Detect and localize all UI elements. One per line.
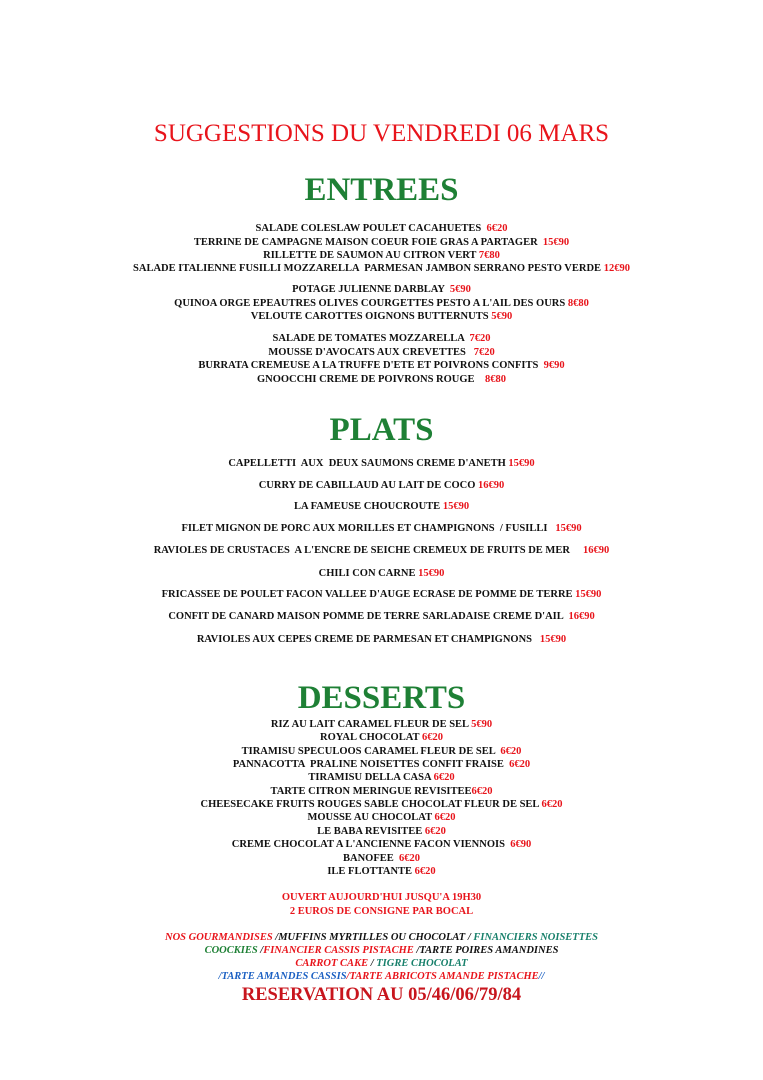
entrees-item	[0, 332, 763, 345]
item-name: PANNACOTTA PRALINE NOISETTES CONFIT FRAISE	[232, 759, 510, 770]
entrees-item	[0, 236, 763, 249]
gourmandises-title: NOS GOURMANDISES	[165, 932, 276, 943]
item-price: 16€90	[478, 480, 505, 491]
plats-item	[0, 567, 763, 580]
plats-item	[0, 479, 763, 492]
item-name: SALADE ITALIENNE FUSILLI MOZZARELLA PARMESAN JAMBON SERRANO PESTO VERDE	[133, 263, 604, 274]
gourmandises-line-3	[0, 957, 763, 970]
item-name: CURRY DE CABILLAUD AU LAIT DE COCO	[258, 480, 479, 491]
desserts-item	[0, 838, 763, 851]
item-price: 15€90	[575, 589, 602, 600]
item-price: 7€20	[469, 333, 491, 344]
entrees-item	[0, 373, 763, 386]
item-price: 15€90	[555, 523, 582, 534]
item-price: 6€20	[509, 759, 531, 770]
item-price: 5€90	[471, 719, 493, 730]
item-price: 6€20	[414, 866, 436, 877]
plats-item	[0, 610, 763, 623]
gourmandises-text: /	[218, 971, 222, 982]
reservation-phone: RESERVATION AU 05/46/06/79/84	[241, 985, 522, 1005]
item-name: BURRATA CREMEUSE A LA TRUFFE D'ETE ET POIVRONS CONFITS	[198, 360, 544, 371]
gourmandises-text: TIGRE CHOCOLAT	[376, 958, 468, 969]
desserts-item	[0, 852, 763, 865]
item-price: 6€20	[486, 223, 508, 234]
item-price: 6€20	[421, 732, 443, 743]
entrees-item	[0, 249, 763, 262]
item-price: 6€20	[434, 812, 456, 823]
item-name: CREME CHOCOLAT A L'ANCIENNE FACON VIENNOIS	[231, 839, 511, 850]
gourmandises-text: /MUFFINS MYRTILLES OU CHOCOLAT /	[275, 932, 474, 943]
gourmandises-text: FINANCIERS NOISETTES	[473, 932, 598, 943]
item-price: 15€90	[418, 568, 445, 579]
desserts-heading: DESSERTS	[297, 680, 466, 716]
item-price: 9€90	[543, 360, 565, 371]
entrees-item	[0, 283, 763, 296]
plats-heading: PLATS	[329, 412, 434, 448]
item-name: CONFIT DE CANARD MAISON POMME DE TERRE SARLADAISE CREME D'AIL	[168, 611, 569, 622]
entrees-item	[0, 222, 763, 235]
item-price: 15€90	[442, 501, 470, 512]
item-name: CAPELLETTI AUX DEUX SAUMONS CREME D'ANETH	[228, 458, 509, 469]
plats-item	[0, 522, 763, 535]
item-name: CHILI CON CARNE	[318, 568, 419, 579]
item-name: TARTE CITRON MERINGUE REVISITEE	[270, 786, 472, 797]
page-title: SUGGESTIONS DU VENDREDI 06 MARS	[153, 120, 610, 147]
item-name: GNOOCCHI CREME DE POIVRONS ROUGE	[256, 374, 486, 385]
gourmandises-text: /	[346, 971, 350, 982]
gourmandises-line-2	[0, 944, 763, 957]
desserts-item	[0, 718, 763, 731]
opening-hours: OUVERT AUJOURD'HUI JUSQU'A 19H30	[281, 892, 482, 903]
deposit-note: 2 EUROS DE CONSIGNE PAR BOCAL	[289, 906, 474, 917]
item-price: 5€90	[491, 311, 513, 322]
item-name: TIRAMISU DELLA CASA	[308, 772, 434, 783]
plats-item	[0, 544, 763, 557]
item-price: 5€90	[449, 284, 471, 295]
item-name: RAVIOLES AUX CEPES CREME DE PARMESAN ET CHAMPIGNONS	[196, 634, 540, 645]
item-name: QUINOA ORGE EPEAUTRES OLIVES COURGETTES PESTO A L'AIL DES OURS	[174, 298, 568, 309]
gourmandises-text: CARROT CAKE	[295, 958, 371, 969]
item-name: FILET MIGNON DE PORC AUX MORILLES ET CHAMPIGNONS / FUSILLI	[181, 523, 556, 534]
gourmandises-line-1	[0, 931, 763, 944]
item-price: 6€20	[471, 786, 493, 797]
item-name: LA FAMEUSE CHOUCROUTE	[293, 501, 443, 512]
plats-item	[0, 457, 763, 470]
gourmandises-text: TARTE AMANDES CASSIS	[221, 971, 347, 982]
gourmandises-text: FINANCIER CASSIS PISTACHE	[263, 945, 417, 956]
gourmandises-text: COOCKIES	[204, 945, 261, 956]
desserts-item	[0, 798, 763, 811]
item-name: MOUSSE AU CHOCOLAT	[307, 812, 435, 823]
item-price: 12€90	[603, 263, 630, 274]
desserts-item	[0, 811, 763, 824]
entrees-item	[0, 346, 763, 359]
plats-item	[0, 500, 763, 513]
item-name: SALADE DE TOMATES MOZZARELLA	[272, 333, 470, 344]
item-price: 8€80	[485, 374, 507, 385]
item-price: 7€80	[478, 250, 500, 261]
item-name: RIZ AU LAIT CARAMEL FLEUR DE SEL	[270, 719, 472, 730]
gourmandises-line-4	[0, 970, 763, 983]
item-price: 6€20	[433, 772, 455, 783]
item-price: 6€90	[510, 839, 532, 850]
gourmandises-text: /	[260, 945, 264, 956]
item-price: 16€90	[583, 545, 610, 556]
item-name: RAVIOLES DE CRUSTACES A L'ENCRE DE SEICHE CREMEUX DE FRUITS DE MER	[153, 545, 584, 556]
item-name: FRICASSEE DE POULET FACON VALLEE D'AUGE ECRASE DE POMME DE TERRE	[161, 589, 576, 600]
item-price: 15€90	[542, 237, 570, 248]
desserts-item	[0, 825, 763, 838]
desserts-item	[0, 731, 763, 744]
plats-item	[0, 633, 763, 646]
gourmandises-text: TARTE ABRICOTS AMANDE PISTACHE	[349, 971, 539, 982]
gourmandises-text: /TARTE POIRES AMANDINES	[416, 945, 559, 956]
item-name: POTAGE JULIENNE DARBLAY	[292, 284, 450, 295]
item-price: 15€90	[539, 634, 567, 645]
item-name: MOUSSE D'AVOCATS AUX CREVETTES	[268, 347, 474, 358]
item-name: ROYAL CHOCOLAT	[320, 732, 422, 743]
gourmandises-text: /	[370, 958, 377, 969]
item-price: 6€20	[399, 853, 420, 864]
plats-item	[0, 588, 763, 601]
item-name: CHEESECAKE FRUITS ROUGES SABLE CHOCOLAT FLEUR DE SEL	[200, 799, 542, 810]
item-price: 6€20	[500, 746, 522, 757]
gourmandises-text: //	[538, 971, 545, 982]
item-price: 8€80	[567, 298, 589, 309]
item-price: 7€20	[473, 347, 495, 358]
item-price: 15€90	[508, 458, 535, 469]
desserts-item	[0, 758, 763, 771]
entrees-item	[0, 310, 763, 323]
item-price: 6€20	[541, 799, 563, 810]
item-name: ILE FLOTTANTE	[327, 866, 415, 877]
item-name: VELOUTE CAROTTES OIGNONS BUTTERNUTS	[250, 311, 492, 322]
desserts-item	[0, 771, 763, 784]
item-name: BANOFEE	[342, 853, 399, 864]
entrees-item	[0, 297, 763, 310]
desserts-item	[0, 865, 763, 878]
item-name: LE BABA REVISITEE	[317, 826, 425, 837]
desserts-item	[0, 745, 763, 758]
entrees-item	[0, 359, 763, 372]
item-name: TIRAMISU SPECULOOS CARAMEL FLEUR DE SEL	[241, 746, 501, 757]
item-name: TERRINE DE CAMPAGNE MAISON COEUR FOIE GRAS A PARTAGER	[193, 237, 543, 248]
desserts-item	[0, 785, 763, 798]
item-name: RILLETTE DE SAUMON AU CITRON VERT	[263, 250, 479, 261]
item-price: 6€20	[424, 826, 446, 837]
entrees-heading: ENTREES	[304, 172, 459, 208]
entrees-item	[0, 262, 763, 275]
item-name: SALADE COLESLAW POULET CACAHUETES	[255, 223, 487, 234]
item-price: 16€90	[568, 611, 595, 622]
